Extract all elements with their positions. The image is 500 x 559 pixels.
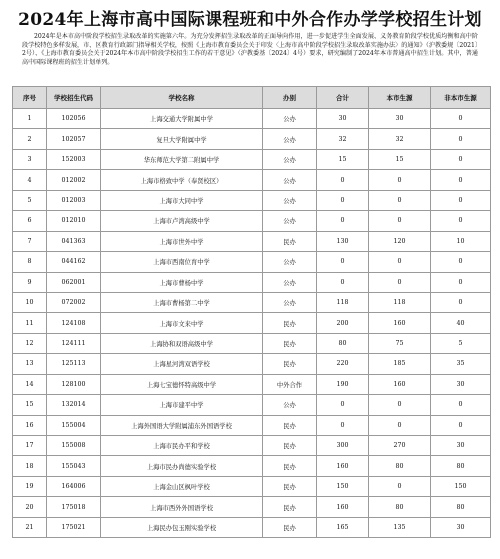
cell-local: 0 xyxy=(369,252,431,272)
cell-seq: 19 xyxy=(13,476,47,496)
cell-type: 公办 xyxy=(263,292,317,312)
cell-seq: 8 xyxy=(13,252,47,272)
cell-type: 民办 xyxy=(263,231,317,251)
intro-paragraph: 2024年是本市高中阶段学校招生录取改革的实施第六年。为充分发挥招生录取改革的正面导向作用，进一步促进学生全面发展、义务教育阶段学校优质均衡和高中阶段学校特色多样发展，市、区教育行政部门指导相关学校，按照《上海市教育委员会关于印发〈上海市高中阶段学校招生录取改革实施办法〉的通知》（沪教委规〔2021〕2号）、《上海市教育委员会关于2024年本市高中阶段学校招生工作的若干意见》（沪教委基〔2024〕4号）要求，研究编制了2024年本市普通高中招生计划。其中，普通高中国际课程班的招生计划单列。 xyxy=(22,33,478,66)
header-nonlocal: 非本市生源 xyxy=(431,87,491,109)
cell-total: 190 xyxy=(317,374,369,394)
cell-type: 公办 xyxy=(263,170,317,190)
cell-name: 上海星河湾双语学校 xyxy=(101,354,263,374)
table-row xyxy=(13,395,491,415)
cell-name: 上海市曹杨中学 xyxy=(101,272,263,292)
cell-name: 上海协和双语高级中学 xyxy=(101,333,263,353)
cell-type: 公办 xyxy=(263,149,317,169)
table-row xyxy=(13,374,491,394)
cell-local: 160 xyxy=(369,313,431,333)
table-row xyxy=(13,354,491,374)
cell-total: 300 xyxy=(317,436,369,456)
cell-total: 0 xyxy=(317,415,369,435)
cell-total: 150 xyxy=(317,476,369,496)
header-code: 学校招生代码 xyxy=(47,87,101,109)
cell-type: 公办 xyxy=(263,252,317,272)
cell-local: 30 xyxy=(369,109,431,129)
cell-type: 民办 xyxy=(263,415,317,435)
header-local: 本市生源 xyxy=(369,87,431,109)
cell-code: 102056 xyxy=(47,109,101,129)
cell-code: 072002 xyxy=(47,292,101,312)
cell-code: 012003 xyxy=(47,190,101,210)
cell-seq: 7 xyxy=(13,231,47,251)
cell-name: 上海外国语大学附属浦东外国语学校 xyxy=(101,415,263,435)
cell-name: 上海民办包玉刚实验学校 xyxy=(101,517,263,537)
table-row xyxy=(13,497,491,517)
cell-nonlocal: 0 xyxy=(431,190,491,210)
cell-code: 012010 xyxy=(47,211,101,231)
cell-local: 80 xyxy=(369,497,431,517)
cell-seq: 20 xyxy=(13,497,47,517)
cell-total: 30 xyxy=(317,109,369,129)
cell-total: 130 xyxy=(317,231,369,251)
cell-type: 公办 xyxy=(263,211,317,231)
cell-nonlocal: 5 xyxy=(431,333,491,353)
cell-nonlocal: 0 xyxy=(431,211,491,231)
table-row xyxy=(13,252,491,272)
cell-local: 15 xyxy=(369,149,431,169)
cell-seq: 4 xyxy=(13,170,47,190)
cell-code: 164006 xyxy=(47,476,101,496)
cell-code: 132014 xyxy=(47,395,101,415)
cell-code: 041363 xyxy=(47,231,101,251)
cell-local: 0 xyxy=(369,272,431,292)
cell-total: 0 xyxy=(317,395,369,415)
cell-total: 0 xyxy=(317,211,369,231)
cell-nonlocal: 40 xyxy=(431,313,491,333)
page-title: 2024年上海市高中国际课程班和中外合作办学学校招生计划 xyxy=(18,10,482,30)
cell-nonlocal: 0 xyxy=(431,149,491,169)
cell-type: 民办 xyxy=(263,517,317,537)
cell-code: 175018 xyxy=(47,497,101,517)
cell-nonlocal: 150 xyxy=(431,476,491,496)
cell-seq: 1 xyxy=(13,109,47,129)
cell-total: 15 xyxy=(317,149,369,169)
cell-name: 上海市民办尚德实验学校 xyxy=(101,456,263,476)
cell-type: 公办 xyxy=(263,272,317,292)
cell-total: 118 xyxy=(317,292,369,312)
cell-code: 155043 xyxy=(47,456,101,476)
cell-seq: 18 xyxy=(13,456,47,476)
cell-total: 0 xyxy=(317,272,369,292)
cell-nonlocal: 80 xyxy=(431,497,491,517)
cell-seq: 11 xyxy=(13,313,47,333)
cell-total: 165 xyxy=(317,517,369,537)
cell-name: 上海金山区枫叶学校 xyxy=(101,476,263,496)
cell-name: 上海市格致中学（奉贤校区） xyxy=(101,170,263,190)
cell-seq: 16 xyxy=(13,415,47,435)
cell-nonlocal: 80 xyxy=(431,456,491,476)
cell-name: 复旦大学附属中学 xyxy=(101,129,263,149)
cell-seq: 6 xyxy=(13,211,47,231)
cell-local: 75 xyxy=(369,333,431,353)
header-seq: 序号 xyxy=(13,87,47,109)
cell-seq: 10 xyxy=(13,292,47,312)
table-row xyxy=(13,272,491,292)
table-row xyxy=(13,231,491,251)
table-row xyxy=(13,190,491,210)
cell-total: 0 xyxy=(317,252,369,272)
header-name: 学校名称 xyxy=(101,87,263,109)
table-header-row xyxy=(13,87,491,109)
cell-name: 上海市建平中学 xyxy=(101,395,263,415)
table-row xyxy=(13,415,491,435)
table-row xyxy=(13,211,491,231)
enrollment-table xyxy=(12,86,491,538)
cell-name: 上海市民办平和学校 xyxy=(101,436,263,456)
cell-code: 062001 xyxy=(47,272,101,292)
table-row xyxy=(13,436,491,456)
cell-name: 上海市卢湾高级中学 xyxy=(101,211,263,231)
cell-type: 民办 xyxy=(263,456,317,476)
cell-seq: 13 xyxy=(13,354,47,374)
cell-seq: 5 xyxy=(13,190,47,210)
cell-total: 200 xyxy=(317,313,369,333)
cell-code: 012002 xyxy=(47,170,101,190)
cell-code: 155004 xyxy=(47,415,101,435)
cell-code: 155008 xyxy=(47,436,101,456)
cell-local: 80 xyxy=(369,456,431,476)
cell-name: 上海交通大学附属中学 xyxy=(101,109,263,129)
cell-seq: 15 xyxy=(13,395,47,415)
cell-nonlocal: 0 xyxy=(431,170,491,190)
cell-nonlocal: 10 xyxy=(431,231,491,251)
table-row xyxy=(13,129,491,149)
cell-nonlocal: 0 xyxy=(431,415,491,435)
cell-local: 0 xyxy=(369,170,431,190)
cell-local: 135 xyxy=(369,517,431,537)
cell-nonlocal: 0 xyxy=(431,129,491,149)
cell-local: 0 xyxy=(369,476,431,496)
cell-name: 上海市世外中学 xyxy=(101,231,263,251)
cell-type: 公办 xyxy=(263,129,317,149)
cell-code: 125113 xyxy=(47,354,101,374)
cell-total: 220 xyxy=(317,354,369,374)
cell-total: 160 xyxy=(317,497,369,517)
cell-local: 0 xyxy=(369,190,431,210)
cell-total: 0 xyxy=(317,170,369,190)
cell-nonlocal: 30 xyxy=(431,517,491,537)
header-type: 办别 xyxy=(263,87,317,109)
cell-nonlocal: 0 xyxy=(431,272,491,292)
table-row xyxy=(13,149,491,169)
cell-nonlocal: 0 xyxy=(431,292,491,312)
cell-type: 民办 xyxy=(263,476,317,496)
cell-seq: 2 xyxy=(13,129,47,149)
cell-type: 民办 xyxy=(263,436,317,456)
cell-name: 上海市西南位育中学 xyxy=(101,252,263,272)
cell-local: 120 xyxy=(369,231,431,251)
cell-local: 32 xyxy=(369,129,431,149)
cell-code: 152003 xyxy=(47,149,101,169)
cell-type: 民办 xyxy=(263,354,317,374)
cell-seq: 3 xyxy=(13,149,47,169)
cell-type: 中外合作 xyxy=(263,374,317,394)
cell-code: 124111 xyxy=(47,333,101,353)
cell-type: 公办 xyxy=(263,109,317,129)
table-row xyxy=(13,292,491,312)
cell-total: 0 xyxy=(317,190,369,210)
cell-code: 124108 xyxy=(47,313,101,333)
cell-type: 公办 xyxy=(263,395,317,415)
cell-code: 175021 xyxy=(47,517,101,537)
cell-local: 0 xyxy=(369,415,431,435)
cell-total: 80 xyxy=(317,333,369,353)
table-row xyxy=(13,456,491,476)
cell-nonlocal: 0 xyxy=(431,252,491,272)
cell-seq: 12 xyxy=(13,333,47,353)
cell-local: 185 xyxy=(369,354,431,374)
cell-name: 上海七宝德怀特高级中学 xyxy=(101,374,263,394)
cell-name: 上海市大同中学 xyxy=(101,190,263,210)
cell-nonlocal: 0 xyxy=(431,395,491,415)
cell-seq: 14 xyxy=(13,374,47,394)
table-row xyxy=(13,476,491,496)
cell-local: 160 xyxy=(369,374,431,394)
cell-name: 华东师范大学第二附属中学 xyxy=(101,149,263,169)
cell-code: 102057 xyxy=(47,129,101,149)
cell-type: 民办 xyxy=(263,497,317,517)
table-row xyxy=(13,170,491,190)
cell-type: 民办 xyxy=(263,313,317,333)
cell-nonlocal: 0 xyxy=(431,109,491,129)
cell-name: 上海市西外外国语学校 xyxy=(101,497,263,517)
cell-total: 32 xyxy=(317,129,369,149)
table-row xyxy=(13,333,491,353)
table-row xyxy=(13,313,491,333)
cell-local: 270 xyxy=(369,436,431,456)
cell-local: 0 xyxy=(369,395,431,415)
table-row xyxy=(13,109,491,129)
cell-seq: 9 xyxy=(13,272,47,292)
cell-nonlocal: 30 xyxy=(431,374,491,394)
cell-type: 公办 xyxy=(263,190,317,210)
cell-seq: 17 xyxy=(13,436,47,456)
cell-nonlocal: 35 xyxy=(431,354,491,374)
cell-local: 0 xyxy=(369,211,431,231)
cell-seq: 21 xyxy=(13,517,47,537)
table-row xyxy=(13,517,491,537)
cell-nonlocal: 30 xyxy=(431,436,491,456)
table-body xyxy=(13,109,491,538)
cell-type: 民办 xyxy=(263,333,317,353)
header-total: 合计 xyxy=(317,87,369,109)
cell-total: 160 xyxy=(317,456,369,476)
cell-local: 118 xyxy=(369,292,431,312)
cell-name: 上海市文来中学 xyxy=(101,313,263,333)
cell-code: 044162 xyxy=(47,252,101,272)
cell-name: 上海市曹杨第二中学 xyxy=(101,292,263,312)
cell-code: 128100 xyxy=(47,374,101,394)
